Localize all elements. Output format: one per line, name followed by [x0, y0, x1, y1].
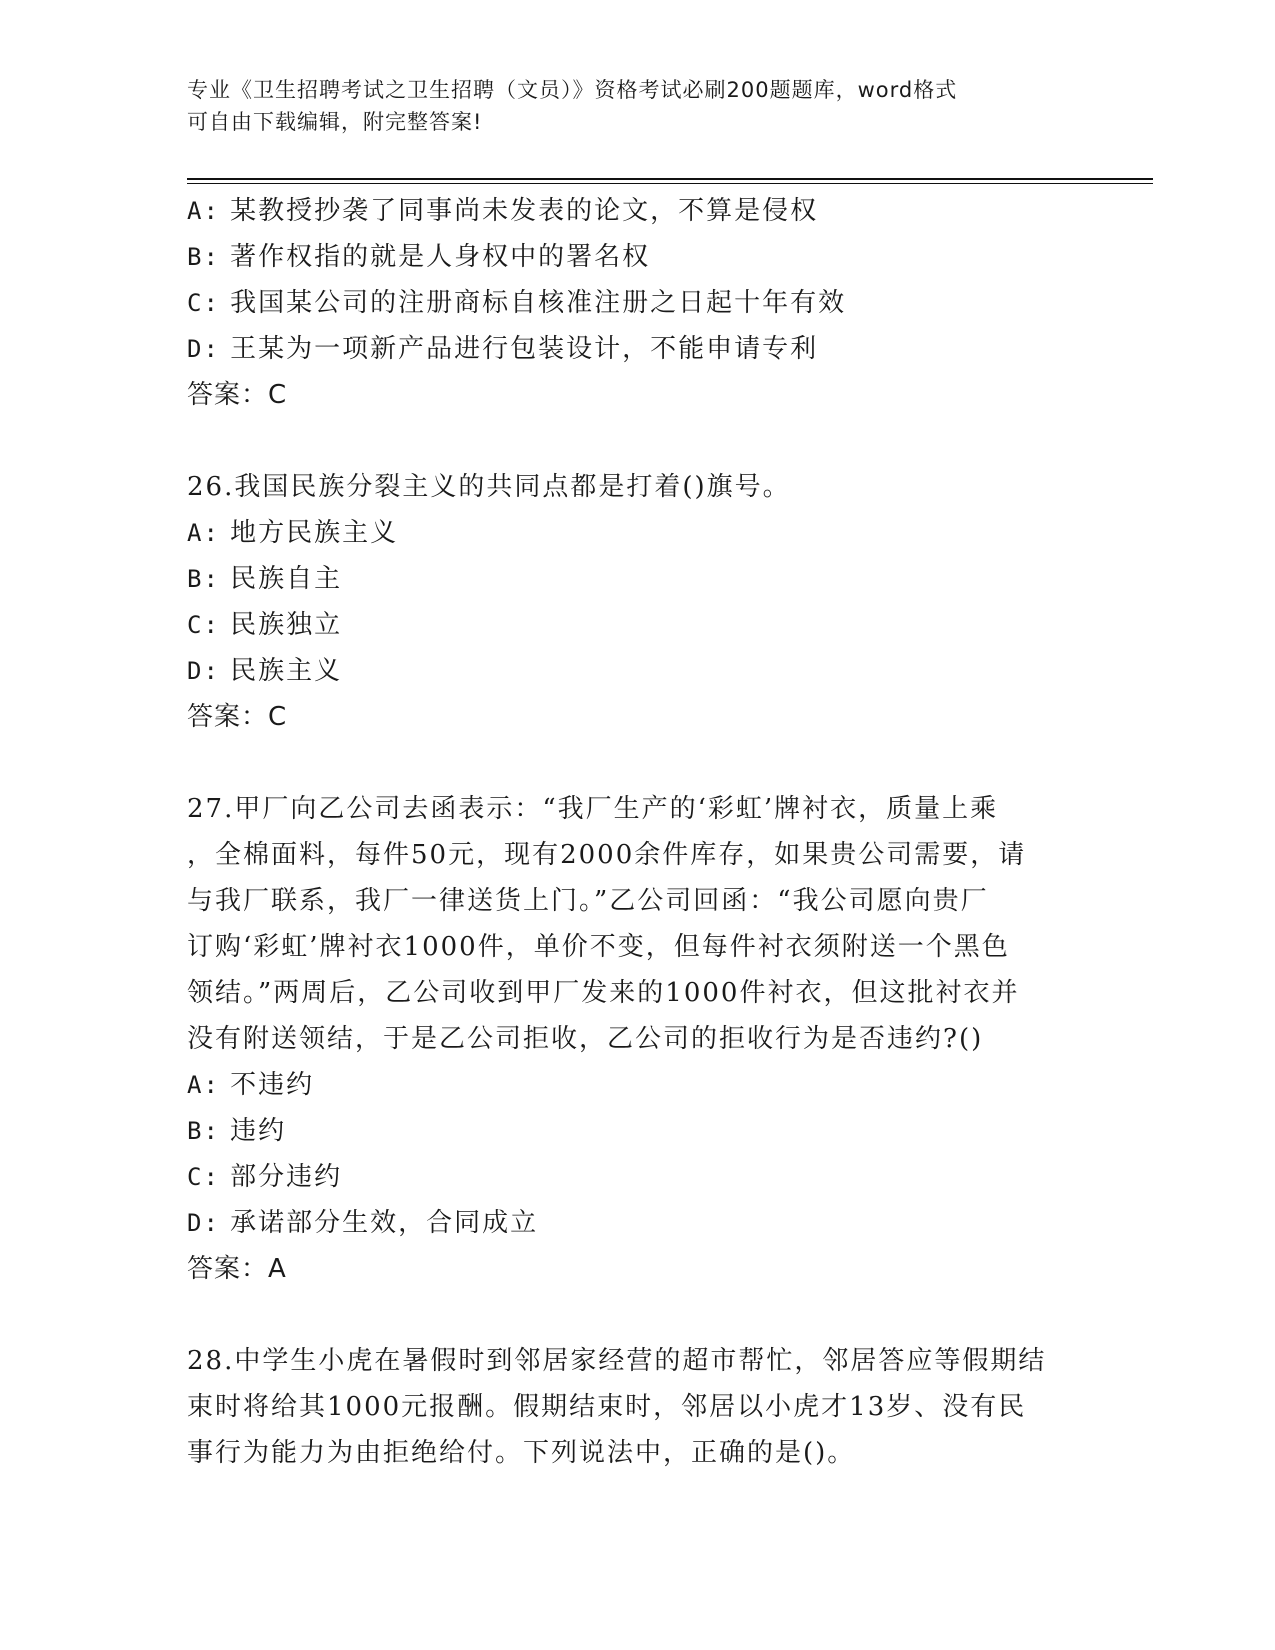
header-line-2: 可自由下载编辑，附完整答案! — [187, 110, 483, 134]
option-text: 承诺部分生效，合同成立 — [230, 1208, 539, 1238]
header-rule-thick — [187, 178, 1153, 180]
option-label: B: — [187, 565, 220, 593]
option-label: C: — [187, 289, 220, 317]
option-c — [187, 1154, 1067, 1200]
spacer — [187, 740, 1067, 786]
header-rule-thin — [187, 183, 1153, 184]
option-c — [187, 280, 1067, 326]
option-d — [187, 326, 1067, 372]
header-line-1: 专业《卫生招聘考试之卫生招聘（文员）》资格考试必刷200题题库，word格式 — [187, 78, 958, 102]
spacer — [187, 418, 1067, 464]
option-a — [187, 1062, 1067, 1108]
question-27 — [187, 786, 1067, 1292]
option-text: 著作权指的就是人身权中的署名权 — [230, 242, 651, 272]
document-header — [187, 74, 1067, 138]
question-content — [187, 188, 1067, 1476]
option-text: 王某为一项新产品进行包装设计，不能申请专利 — [230, 334, 819, 364]
option-label: C: — [187, 611, 220, 639]
option-label: B: — [187, 243, 220, 271]
question-25 — [187, 188, 1067, 418]
option-text: 地方民族主义 — [230, 518, 399, 548]
option-d — [187, 1200, 1067, 1246]
answer-line: 答案：C — [187, 380, 288, 410]
option-b — [187, 234, 1067, 280]
option-text: 我国某公司的注册商标自核准注册之日起十年有效 — [230, 288, 847, 318]
option-text: 民族主义 — [230, 656, 343, 686]
answer-line: 答案：A — [187, 1254, 287, 1284]
option-b — [187, 556, 1067, 602]
option-text: 不违约 — [230, 1070, 315, 1100]
option-b — [187, 1108, 1067, 1154]
option-label: D: — [187, 335, 220, 363]
question-stem-line: ，全棉面料，每件50元，现有2000余件库存，如果贵公司需要，请 — [187, 840, 1027, 870]
option-text: 民族独立 — [230, 610, 343, 640]
option-label: C: — [187, 1163, 220, 1191]
question-stem-line: 28.中学生小虎在暑假时到邻居家经营的超市帮忙，邻居答应等假期结 — [187, 1346, 1047, 1376]
option-label: D: — [187, 1209, 220, 1237]
question-stem: 26.我国民族分裂主义的共同点都是打着()旗号。 — [187, 472, 791, 502]
option-label: D: — [187, 657, 220, 685]
option-text: 违约 — [230, 1116, 287, 1146]
option-label: B: — [187, 1117, 220, 1145]
option-c — [187, 602, 1067, 648]
question-stem-line: 与我厂联系，我厂一律送货上门。”乙公司回函：“我公司愿向贵厂 — [187, 886, 989, 916]
question-26 — [187, 464, 1067, 740]
option-text: 某教授抄袭了同事尚未发表的论文，不算是侵权 — [230, 196, 819, 226]
question-stem-line: 领结。”两周后，乙公司收到甲厂发来的1000件衬衣，但这批衬衣并 — [187, 978, 1020, 1008]
option-a — [187, 510, 1067, 556]
option-label: A: — [187, 1071, 220, 1099]
question-stem-line: 束时将给其1000元报酬。假期结束时，邻居以小虎才13岁、没有民 — [187, 1392, 1027, 1422]
option-d — [187, 648, 1067, 694]
question-stem-line: 27.甲厂向乙公司去函表示：“我厂生产的‘彩虹’牌衬衣，质量上乘 — [187, 794, 999, 824]
spacer — [187, 1292, 1067, 1338]
question-28 — [187, 1338, 1067, 1476]
answer-line: 答案：C — [187, 702, 288, 732]
question-stem-line: 事行为能力为由拒绝给付。下列说法中，正确的是()。 — [187, 1438, 856, 1468]
option-text: 民族自主 — [230, 564, 343, 594]
option-label: A: — [187, 197, 220, 225]
question-stem-line: 没有附送领结，于是乙公司拒收，乙公司的拒收行为是否违约?() — [187, 1024, 984, 1054]
option-label: A: — [187, 519, 220, 547]
question-stem-line: 订购‘彩虹’牌衬衣1000件，单价不变，但每件衬衣须附送一个黑色 — [187, 932, 1010, 962]
option-a — [187, 188, 1067, 234]
option-text: 部分违约 — [230, 1162, 343, 1192]
